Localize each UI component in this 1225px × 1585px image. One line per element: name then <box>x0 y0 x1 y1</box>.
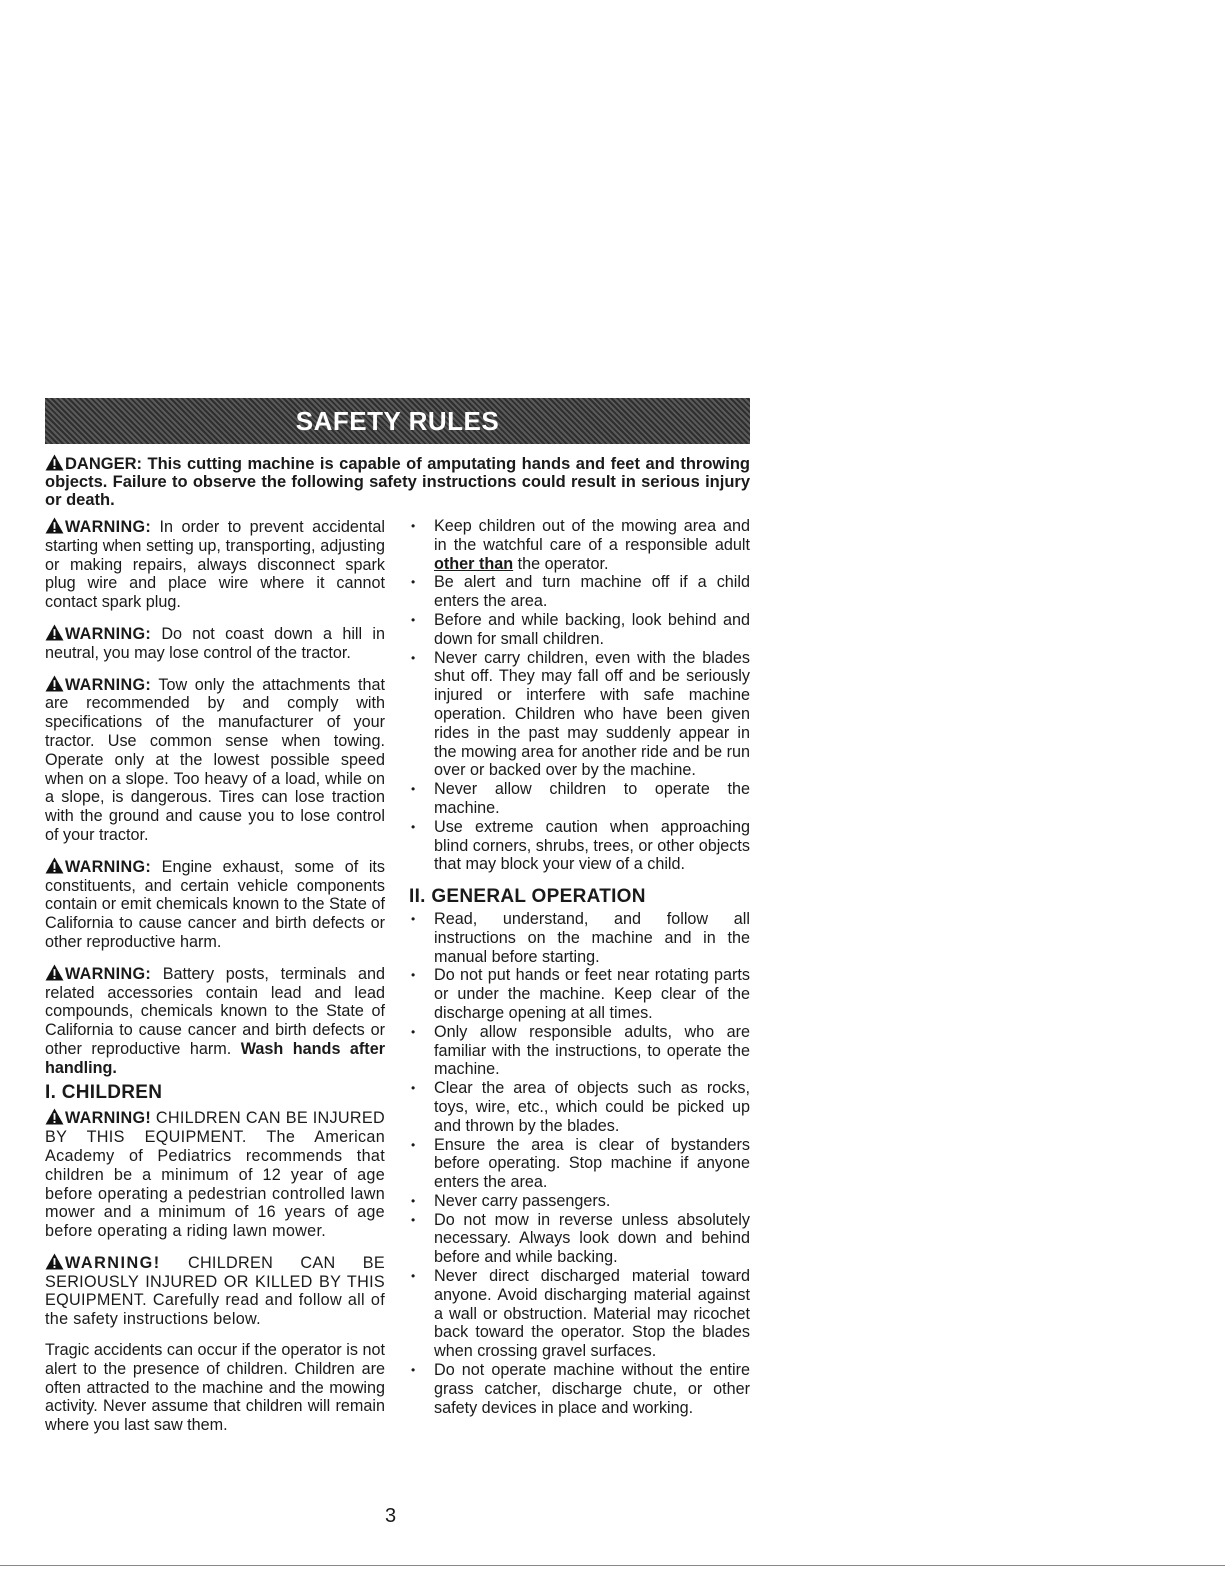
warning-label: WARNING! <box>65 1109 152 1128</box>
tragic-accidents-paragraph: Tragic accidents can occur if the operator is not alert to the presence of children. Children are often attracted to the machine and the mowing activity. Never assume that children will remain where you last saw them. <box>45 1341 385 1435</box>
list-item <box>409 517 750 573</box>
wash-hands-text: Wash hands after handling. <box>45 1039 385 1077</box>
danger-text: This cutting machine is capable of amputating hands and feet and throwing objects. Failure to observe the following safety instructions could result in serious injury or death. <box>45 455 750 509</box>
warning-text: In order to prevent accidental starting when setting up, transporting, adjusting or making repairs, always disconnect spark plug wire and place wire where it cannot contact spark plug. <box>45 518 386 612</box>
warning-label: WARNING: <box>65 518 152 536</box>
warning-triangle-icon <box>45 454 64 471</box>
warning-label: WARNING: <box>65 675 152 694</box>
warning-paragraph <box>45 624 385 663</box>
warning-triangle-icon <box>45 517 64 534</box>
list-item-text: Keep children out of the mowing area and in the watchful care of a responsible adult <box>434 517 750 554</box>
danger-notice <box>45 454 750 509</box>
page-number: 3 <box>385 1505 397 1527</box>
children-warning-paragraph <box>45 1253 385 1329</box>
warning-triangle-icon <box>45 857 64 874</box>
children-bullet-list <box>409 517 750 874</box>
warning-triangle-icon <box>45 624 64 641</box>
warning-text: Engine exhaust, some of its constituents, and certain vehicle components contain or emit chemicals known to the State of California to cause cancer and birth defects or other reproductive harm. <box>45 857 386 951</box>
list-item: • Clear the area of objects such as rocks, toys, wire, etc., which could be picked up and thrown by the blades. <box>409 1079 750 1135</box>
warning-paragraph <box>45 675 385 845</box>
list-item: • Do not operate machine without the entire grass catcher, discharge chute, or other safety devices in place and working. <box>409 1361 750 1417</box>
list-item: • Do not put hands or feet near rotating parts or under the machine. Keep clear of the discharge opening at all times. <box>409 966 750 1022</box>
list-item: • Only allow responsible adults, who are familiar with the instructions, to operate the machine. <box>409 1023 750 1079</box>
warning-paragraph <box>45 517 385 612</box>
warning-label: WARNING: <box>65 964 152 983</box>
list-item: • Before and while backing, look behind and down for small children. <box>409 611 750 649</box>
warning-paragraph <box>45 857 385 952</box>
bottom-divider <box>0 1565 1225 1566</box>
warning-triangle-icon <box>45 1253 64 1270</box>
warning-triangle-icon <box>45 1108 64 1125</box>
list-item: • Never allow children to operate the machine. <box>409 780 750 818</box>
list-item: • Use extreme caution when approaching blind corners, shrubs, trees, or other objects that may block your view of a child. <box>409 818 750 874</box>
children-warning-paragraph <box>45 1108 385 1241</box>
warning-text: CHILDREN CAN BE INJURED BY THIS EQUIPMENT. The American Academy of Pediatrics recommends that children be a minimum of 12 year of age before operating a pedestrian controlled lawn mower and a minimum of 16 years of age before operating a riding lawn mower. <box>45 1109 385 1241</box>
warning-text: Battery posts, terminals and related accessories contain lead and lead compounds, chemicals known to the State of California to cause cancer and birth defects or other reproductive harm. <box>45 964 386 1058</box>
warning-label: WARNING! <box>65 1253 161 1272</box>
warning-label: WARNING: <box>65 857 152 876</box>
list-item: • Do not mow in reverse unless absolutely necessary. Always look down and behind before and while backing. <box>409 1211 750 1267</box>
warning-label: WARNING: <box>65 624 152 643</box>
banner-title: SAFETY RULES <box>295 405 500 436</box>
warning-text: Tow only the attachments that are recommended by and comply with specifications of the manufacturer of your tractor. Use common sense when towing. Operate only at the lowest possible speed when on a slope. Too heavy of a load, while on a slope, is dangerous. Tires can lose traction with the ground and cause you to lose control of your tractor. <box>45 675 385 844</box>
list-item: • Ensure the area is clear of bystanders before operating. Stop machine if anyone enters the area. <box>409 1136 750 1192</box>
warning-text: Do not coast down a hill in neutral, you may lose control of the tractor. <box>45 624 386 662</box>
warning-text: CHILDREN CAN BE SERIOUSLY INJURED OR KILLED BY THIS EQUIPMENT. Carefully read and follow all of the safety instructions below. <box>45 1253 385 1329</box>
left-column <box>45 517 385 1447</box>
danger-label: DANGER: <box>65 455 142 473</box>
list-item: • Be alert and turn machine off if a child enters the area. <box>409 573 750 611</box>
right-column <box>409 517 750 1417</box>
safety-rules-banner <box>45 398 750 444</box>
list-item: • Never direct discharged material toward anyone. Avoid discharging material against a wall or obstruction. Material may ricochet back toward the operator. Stop the blades when crossing gravel surfaces. <box>409 1267 750 1361</box>
battery-warning-paragraph <box>45 964 385 1078</box>
list-item: • Never carry children, even with the blades shut off. They may fall off and be seriously injured or interfere with safe machine operation. Children who have been given rides in the past may suddenly appear in the mowing area for another ride and be run over or backed over by the machine. <box>409 649 750 781</box>
list-item-text: the operator. <box>517 554 609 573</box>
emphasis-other-than: other than <box>434 554 514 573</box>
general-operation-heading: II. GENERAL OPERATION <box>409 886 646 908</box>
general-operation-bullet-list <box>409 910 750 1418</box>
children-section-heading: I. CHILDREN <box>45 1081 163 1103</box>
warning-triangle-icon <box>45 675 64 692</box>
list-item: • Never carry passengers. <box>409 1192 750 1211</box>
warning-triangle-icon <box>45 964 64 981</box>
list-item: • Read, understand, and follow all instructions on the machine and in the manual before starting. <box>409 910 750 966</box>
